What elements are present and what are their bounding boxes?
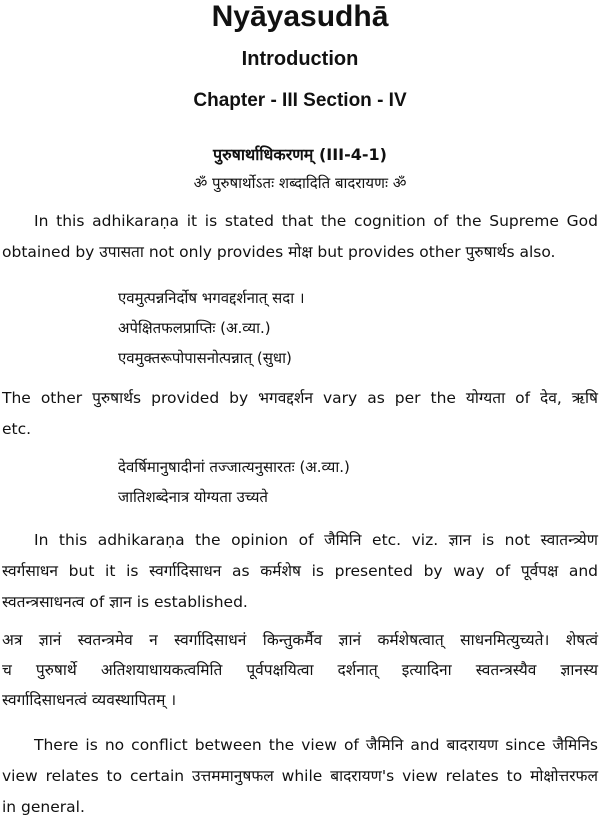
sanskrit-passage [2, 625, 598, 715]
paragraph-4-line-1: There is no conflict between the view of जैमिनि and बादरायण since जैमिनिs [34, 736, 598, 754]
sanskrit-line-3: स्वर्गादिसाधनत्वं व्यवस्थापितम् । [2, 691, 177, 709]
verse-1-line: एवमुत्पन्ननिर्दोष भगवद्दर्शनात् सदा । [118, 289, 305, 307]
paragraph-4 [2, 730, 598, 823]
paragraph-3-line-3: स्वतन्त्रसाधनत्व of ज्ञान is established. [2, 593, 248, 611]
paragraph-2-line-2: etc. [2, 420, 32, 438]
verse-block-2 [118, 452, 588, 512]
paragraph-3-line-1: In this adhikaraṇa the opinion of जैमिनि etc. viz. ज्ञान is not स्वातन्त्र्येण [34, 531, 598, 549]
paragraph-2-line-1: The other पुरुषार्थs provided by भगवद्दर्शन vary as per the योग्यता of देव, ऋषि [2, 389, 598, 407]
paragraph-1-line-1: In this adhikaraṇa it is stated that the cognition of the Supreme God [34, 212, 598, 230]
sanskrit-line-1: अत्र ज्ञानं स्वतन्त्रमेव न स्वर्गादिसाधनं किन्तुकर्मैव ज्ञानं कर्मशेषत्वात् साधनमित्युच्यते। शेषत्वं [2, 631, 598, 649]
paragraph-4-line-3: in general. [2, 798, 85, 816]
sutra-line: ॐ पुरुषार्थोऽतः शब्दादिति बादरायणः ॐ [193, 174, 407, 192]
book-title: Nyāyasudhā [211, 0, 389, 33]
paragraph-2 [2, 383, 598, 445]
verse-2-line: जातिशब्देनात्र योग्यता उच्यते [118, 488, 268, 506]
verse-1-line: एवमुक्तरूपोपासनोत्पन्नात् (सुधा) [118, 349, 292, 367]
chapter-heading: Chapter - III Section - IV [193, 90, 407, 111]
paragraph-1 [2, 206, 598, 268]
verse-2-line: देवर्षिमानुषादीनां तज्जात्यनुसारतः (अ.व्या.) [118, 458, 350, 476]
paragraph-4-line-2: view relates to certain उत्तममानुषफल while बादरायण's view relates to मोक्षोत्तरफल [2, 767, 598, 785]
sanskrit-line-2: च पुरुषार्थे अतिशयाधायकत्वमिति पूर्वपक्षयित्वा दर्शनात् इत्यादिना स्वतन्त्रस्यैव ज्ञानस्य [2, 661, 598, 679]
subtitle: Introduction [241, 48, 359, 70]
section-heading: पुरुषार्थाधिकरणम् (III-4-1) [213, 145, 387, 164]
paragraph-3 [2, 525, 598, 618]
verse-block-1 [118, 283, 588, 373]
paragraph-1-line-2: obtained by उपासता not only provides मोक्ष but provides other पुरुषार्थs also. [2, 243, 556, 261]
verse-1-line: अपेक्षितफलप्राप्तिः (अ.व्या.) [118, 319, 271, 337]
paragraph-3-line-2: स्वर्गसाधन but it is स्वर्गादिसाधन as कर्मशेष is presented by way of पूर्वपक्ष and [2, 562, 598, 580]
